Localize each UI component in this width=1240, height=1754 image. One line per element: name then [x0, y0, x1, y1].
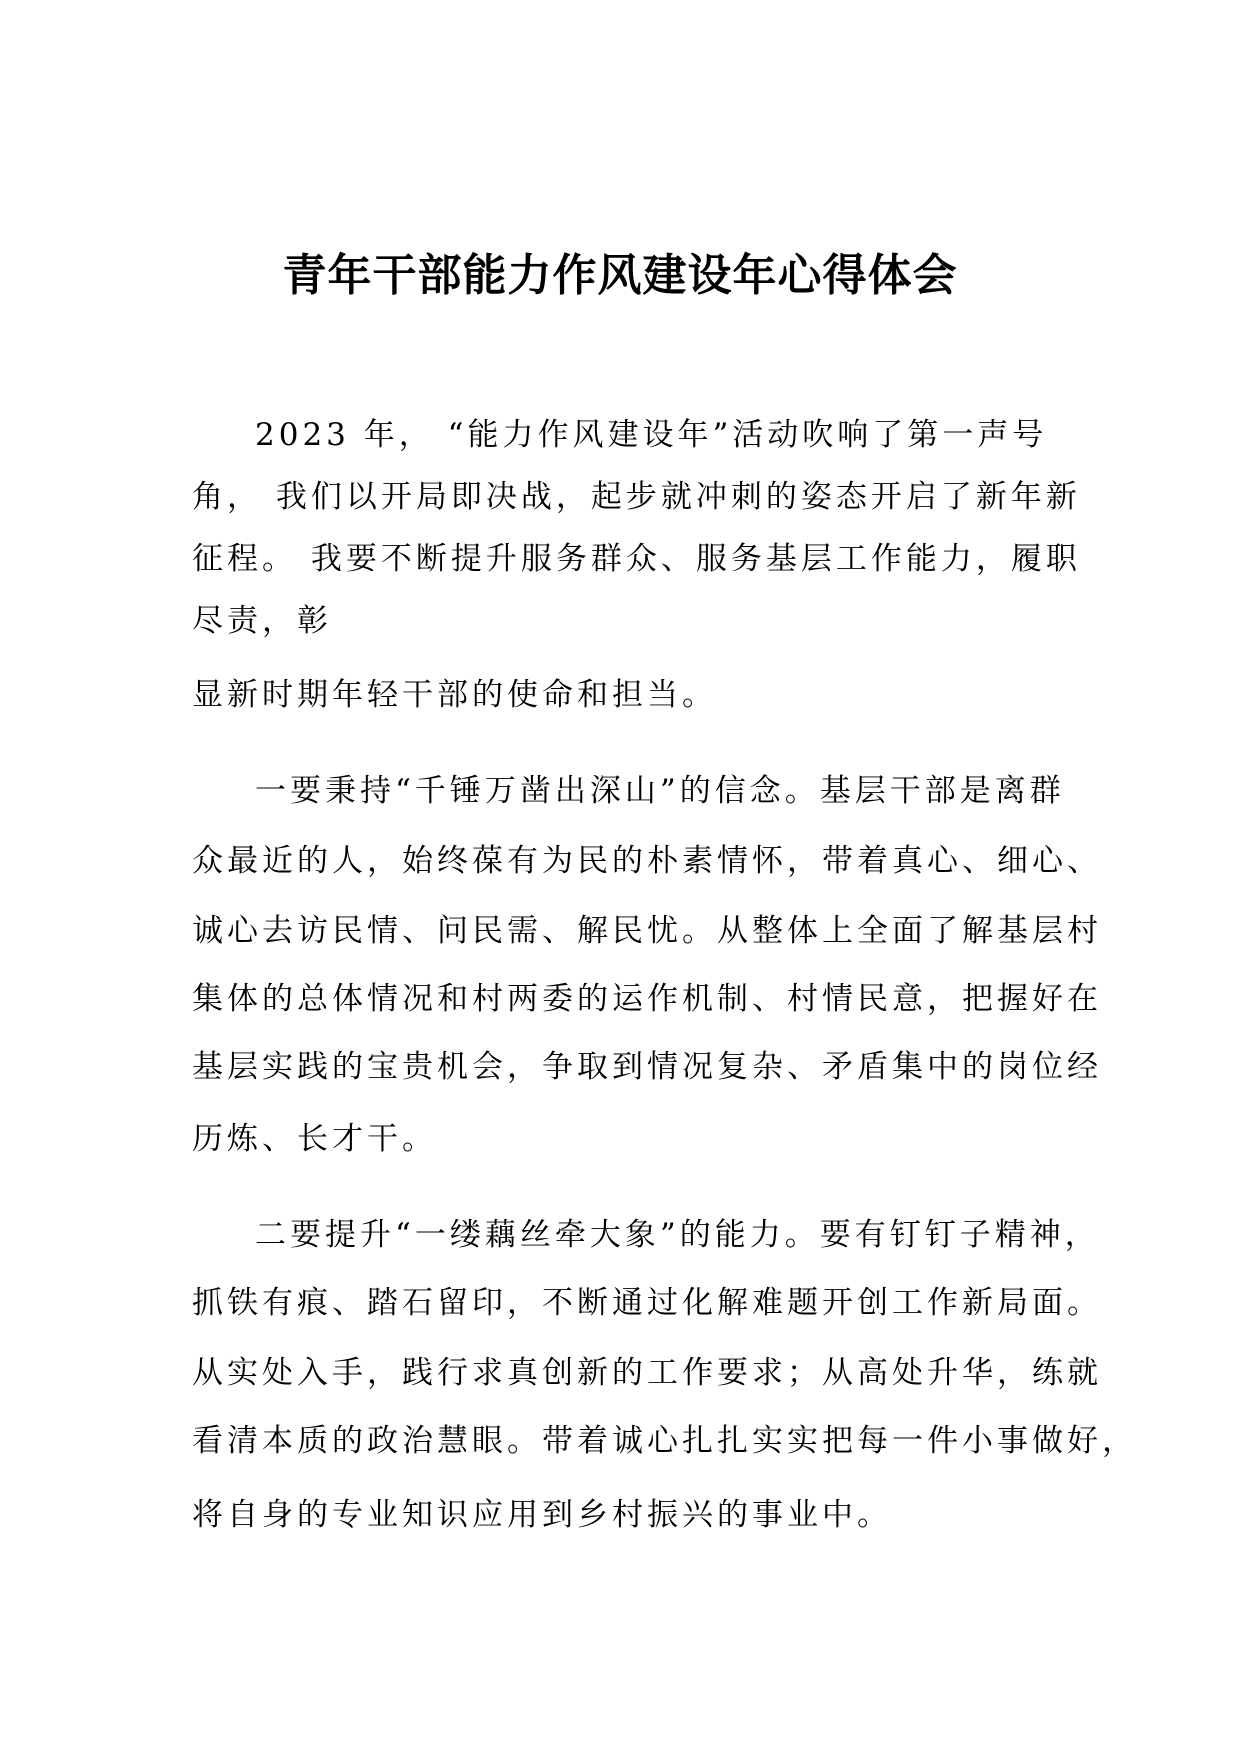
paragraph-1-line-3: 征程。 我要不断提升服务群众、服务基层工作能力，履职	[192, 541, 1081, 577]
paragraph-3-line-3: 从实处入手，践行求真创新的工作要求；从高处升华，练就	[192, 1355, 1102, 1391]
paragraph-1-line-5: 显新时期年轻干部的使命和担当。	[192, 677, 717, 713]
paragraph-1-line-1: 2023 年， “能力作风建设年”活动吹响了第一声号	[255, 417, 1048, 453]
paragraph-3-line-5: 将自身的专业知识应用到乡村振兴的事业中。	[192, 1497, 892, 1533]
paragraph-2-line-4: 集体的总体情况和村两委的运作机制、村情民意，把握好在	[192, 981, 1102, 1017]
paragraph-3-line-2: 抓铁有痕、踏石留印，不断通过化解难题开创工作新局面。	[192, 1285, 1102, 1321]
paragraph-1-line-2: 角， 我们以开局即决战，起步就冲刺的姿态开启了新年新	[192, 479, 1081, 515]
paragraph-2-line-5: 基层实践的宝贵机会，争取到情况复杂、矛盾集中的岗位经	[192, 1049, 1102, 1085]
document-title: 青年干部能力作风建设年心得体会	[282, 250, 958, 301]
paragraph-3-line-4: 看清本质的政治慧眼。带着诚心扎扎实实把每一件小事做好，	[192, 1423, 1137, 1459]
paragraph-2-line-1: 一要秉持“千锤万凿出深山”的信念。基层干部是离群	[255, 773, 1065, 809]
paragraph-1-line-4: 尽责，彰	[192, 603, 332, 639]
paragraph-3-line-1: 二要提升“一缕藕丝牵大象”的能力。要有钉钉子精神，	[255, 1217, 1100, 1253]
paragraph-2-line-2: 众最近的人，始终葆有为民的朴素情怀，带着真心、细心、	[192, 843, 1102, 879]
paragraph-2-line-3: 诚心去访民情、问民需、解民忧。从整体上全面了解基层村	[192, 913, 1102, 949]
paragraph-2-line-6: 历炼、长才干。	[192, 1121, 437, 1157]
